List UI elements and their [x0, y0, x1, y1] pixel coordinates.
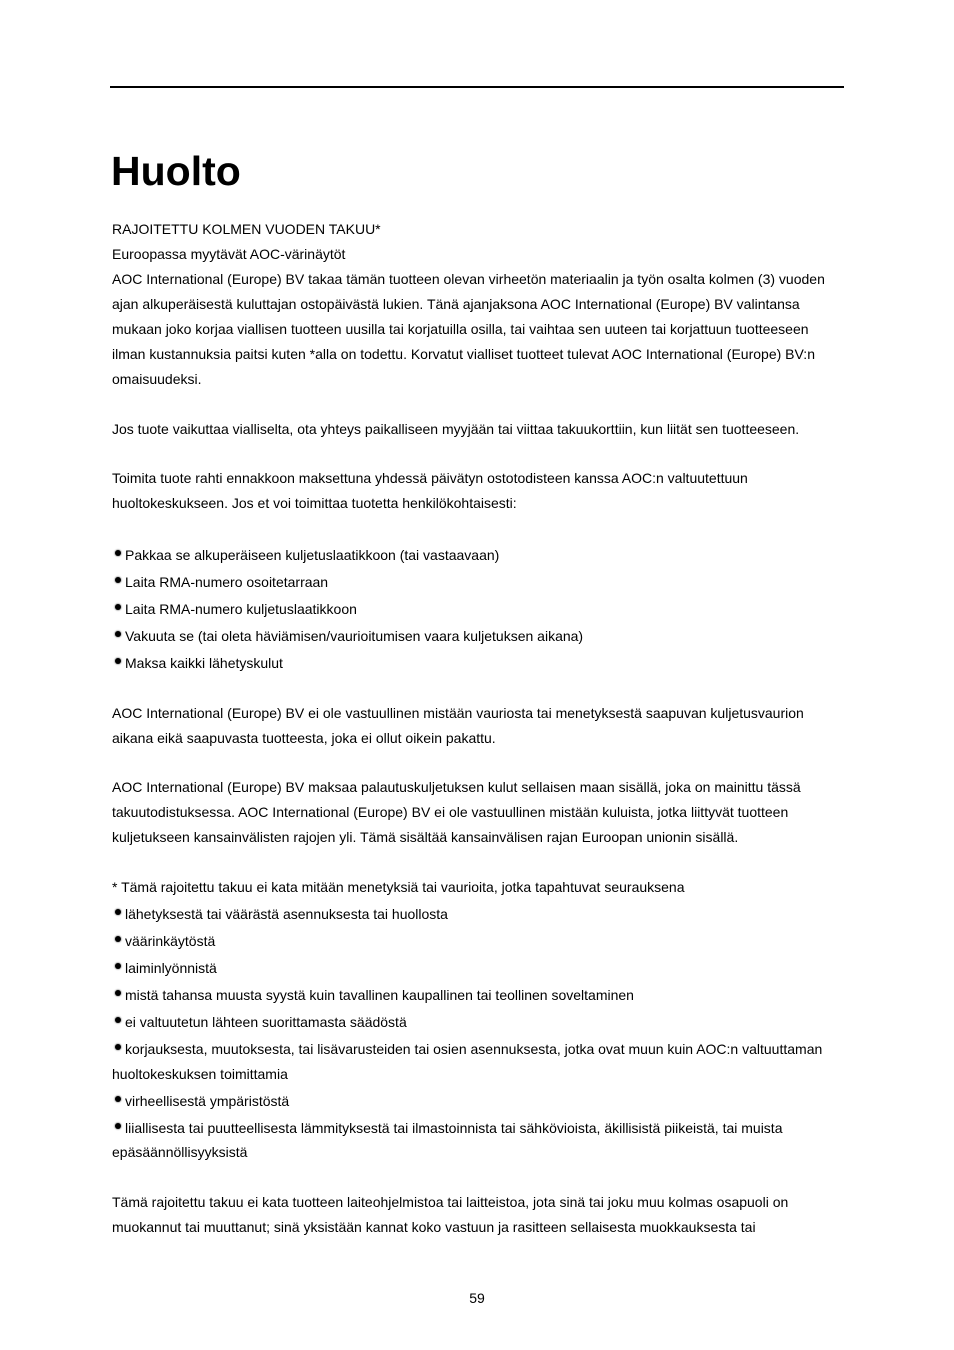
firmware-line: Tämä rajoitettu takuu ei kata tuotteen laiteohjelmistoa tai laitteistoa, jota sinä tai joku muu kolmas osapuoli on: [112, 1194, 789, 1210]
exclusion-text: mistä tahansa muusta syystä kuin tavallinen kaupallinen tai teollinen soveltaminen: [125, 987, 634, 1003]
header-rule: [110, 86, 844, 88]
exclusion-text: laiminlyönnistä: [125, 960, 217, 976]
bullet-icon: [115, 550, 121, 556]
exclusion-text: virheellisestä ympäristöstä: [125, 1093, 290, 1109]
exclusion-item: [112, 1089, 289, 1114]
shipping-step-item: [112, 543, 499, 568]
exclusion-item: [112, 902, 448, 927]
exclusion-text: korjauksesta, muutoksesta, tai lisävarusteiden tai osien asennuksesta, jotka ovat muun kuin AOC:n valtuuttaman: [125, 1041, 823, 1057]
exclusion-text-continued: huoltokeskuksen toimittamia: [112, 1066, 288, 1082]
exclusion-item: [112, 1010, 407, 1035]
exclusion-item: [112, 929, 215, 954]
exclusion-text: ei valtuutetun lähteen suorittamasta säädöstä: [125, 1014, 407, 1030]
return-costs-line: AOC International (Europe) BV maksaa palautuskuljetuksen kulut sellaisen maan sisällä, joka on mainittu tässä: [112, 779, 801, 795]
liability-line: AOC International (Europe) BV ei ole vastuullinen mistään vauriosta tai menetyksestä saapuvan kuljetusvaurion: [112, 705, 804, 721]
bullet-icon: [115, 990, 121, 996]
shipping-step-item: [112, 597, 357, 622]
exclusion-item: [112, 956, 217, 981]
page-title: Huolto: [111, 148, 241, 194]
exclusion-item: [112, 1037, 822, 1062]
exclusions-intro: * Tämä rajoitettu takuu ei kata mitään menetyksiä tai vaurioita, jotka tapahtuvat seurauksena: [112, 879, 685, 895]
intro-line: AOC International (Europe) BV takaa tämän tuotteen olevan virheetön materiaalin ja työn osalta kolmen (3) vuoden: [112, 271, 825, 287]
bullet-icon: [115, 1123, 121, 1129]
exclusion-item: [112, 1116, 783, 1141]
bullet-icon: [115, 577, 121, 583]
bullet-icon: [115, 604, 121, 610]
shipping-line: huoltokeskukseen. Jos et voi toimittaa tuotetta henkilökohtaisesti:: [112, 495, 517, 511]
bullet-icon: [115, 963, 121, 969]
shipping-step-item: [112, 570, 328, 595]
shipping-step-text: Laita RMA-numero kuljetuslaatikkoon: [125, 601, 357, 617]
return-costs-line: kuljetukseen kansainvälisten rajojen yli. Tämä sisältää kansainvälisen rajan Euroopan unionin sisällä.: [112, 829, 739, 845]
page-number: 59: [469, 1290, 485, 1306]
exclusion-text: liiallisesta tai puutteellisesta lämmityksestä tai ilmastoinnista tai sähkövioista, äkillisistä piikeistä, tai muista: [125, 1120, 783, 1136]
firmware-line: muokannut tai muuttanut; sinä yksistään kannat koko vastuun ja rasitteen sellaisesta muokkauksesta tai: [112, 1219, 756, 1235]
bullet-icon: [115, 936, 121, 942]
shipping-step-text: Pakkaa se alkuperäiseen kuljetuslaatikkoon (tai vastaavaan): [125, 547, 500, 563]
shipping-step-text: Maksa kaikki lähetyskulut: [125, 655, 283, 671]
bullet-icon: [115, 658, 121, 664]
bullet-icon: [115, 909, 121, 915]
shipping-step-item: [112, 624, 583, 649]
shipping-step-text: Laita RMA-numero osoitetarraan: [125, 574, 329, 590]
warranty-heading: RAJOITETTU KOLMEN VUODEN TAKUU*: [112, 221, 381, 237]
defect-note-line: Jos tuote vaikuttaa vialliselta, ota yhteys paikalliseen myyjään tai viittaa takuukorttiin, kun liität sen tuotteeseen.: [112, 421, 800, 437]
intro-line: ajan alkuperäisestä kuluttajan ostopäivästä lukien. Tänä ajanjaksona AOC International (Europe) BV valintansa: [112, 296, 800, 312]
exclusion-text: lähetyksestä tai väärästä asennuksesta tai huollosta: [125, 906, 448, 922]
warranty-subheading: Euroopassa myytävät AOC-värinäytöt: [112, 246, 346, 262]
return-costs-line: takuutodistuksessa. AOC International (Europe) BV ei ole vastuullinen mistään kuluista, jotka liittyvät tuotteen: [112, 804, 789, 820]
bullet-icon: [115, 1096, 121, 1102]
intro-line: mukaan joko korjaa viallisen tuotteen uusilla tai korjatuilla osilla, tai vaihtaa sen uuteen tai korjattuun tuotteeseen: [112, 321, 809, 337]
shipping-step-text: Vakuuta se (tai oleta häviämisen/vaurioitumisen vaara kuljetuksen aikana): [125, 628, 584, 644]
exclusion-item: [112, 983, 634, 1008]
exclusion-text: väärinkäytöstä: [125, 933, 216, 949]
shipping-step-item: [112, 651, 283, 676]
liability-line: aikana eikä saapuvasta tuotteesta, joka ei ollut oikein pakattu.: [112, 730, 496, 746]
bullet-icon: [115, 631, 121, 637]
bullet-icon: [115, 1017, 121, 1023]
exclusion-text-continued: epäsäännöllisyyksistä: [112, 1144, 248, 1160]
bullet-icon: [115, 1044, 121, 1050]
shipping-line: Toimita tuote rahti ennakkoon maksettuna yhdessä päivätyn ostotodisteen kanssa AOC:n valtuutettuun: [112, 470, 748, 486]
intro-line: omaisuudeksi.: [112, 371, 202, 387]
intro-line: ilman kustannuksia paitsi kuten *alla on todettu. Korvatut vialliset tuotteet tulevat AOC International (Europe) BV:n: [112, 346, 815, 362]
